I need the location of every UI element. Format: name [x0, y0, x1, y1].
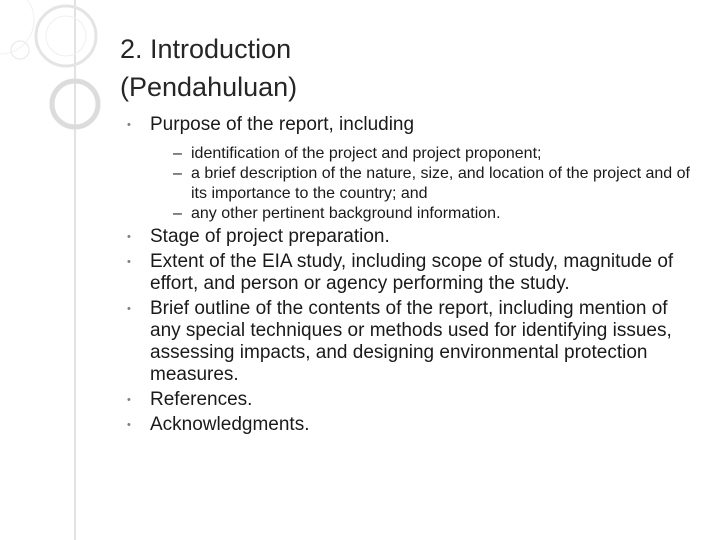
bullet-item-stage	[120, 226, 700, 248]
sub-item-background	[173, 204, 700, 224]
bullet-icon: •	[127, 419, 131, 431]
sub-item-description	[173, 164, 700, 204]
dash-icon: –	[173, 145, 182, 162]
bullet-item-references	[120, 389, 700, 411]
slide-title-line-2: (Pendahuluan)	[120, 72, 298, 102]
bullet-icon: •	[127, 303, 131, 315]
sub-item-identification	[173, 144, 700, 164]
bullet-icon: •	[127, 231, 131, 243]
deco-circle-large	[36, 6, 96, 66]
slide-title	[120, 30, 680, 106]
slide-title-line-1: 2. Introduction	[120, 34, 292, 64]
bullet-item-extent	[120, 251, 700, 295]
sub-item-text: a brief description of the nature, size, and location of the project and of its importance to the country; and	[191, 165, 690, 202]
bullet-icon: •	[127, 119, 131, 131]
dash-icon: –	[173, 165, 182, 182]
dash-icon: –	[173, 205, 182, 222]
bullet-text: Purpose of the report, including	[150, 114, 415, 135]
slide-body	[120, 114, 700, 436]
bullet-icon: •	[127, 394, 131, 406]
bullet-text: Brief outline of the contents of the report, including mention of any special techniques or methods used for identifying issues, assessing impacts, and designing environmental protection measures.	[150, 298, 672, 385]
deco-circle-inner	[46, 16, 86, 56]
bullet-text: References.	[150, 389, 253, 410]
sub-list	[120, 144, 700, 224]
deco-circle-small	[11, 41, 29, 59]
bullet-item-outline	[120, 298, 700, 386]
sub-item-text: any other pertinent background information.	[191, 205, 501, 222]
sub-item-text: identification of the project and project proponent;	[191, 145, 542, 162]
bullet-text: Acknowledgments.	[150, 414, 310, 435]
bullet-item-acknowledgments	[120, 414, 700, 436]
bullet-icon: •	[127, 256, 131, 268]
bullet-item-purpose	[120, 114, 700, 136]
bullet-text: Stage of project preparation.	[150, 226, 390, 247]
deco-circle-arc	[0, 0, 34, 54]
bullet-text: Extent of the EIA study, including scope of study, magnitude of effort, and person or agency performing the study.	[150, 251, 674, 294]
